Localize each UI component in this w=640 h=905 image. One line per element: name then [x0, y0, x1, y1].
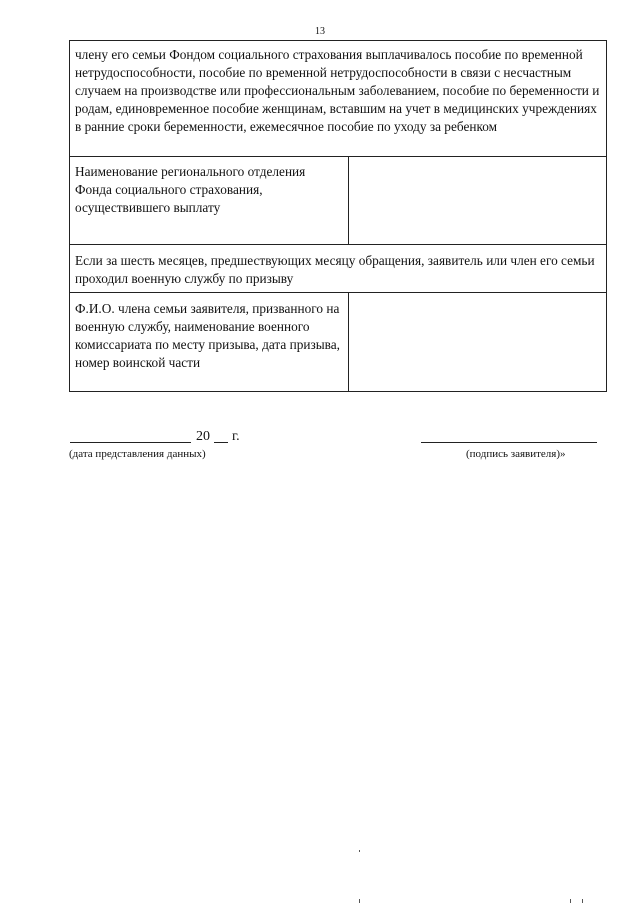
year-prefix: 20: [196, 429, 210, 444]
date-blank-line[interactable]: [70, 442, 191, 443]
year-suffix: г.: [232, 429, 240, 444]
fund-branch-label: Наименование регионального отделения Фонда социального страхования, осуществившего выплату: [70, 157, 349, 245]
date-caption: (дата представления данных): [69, 448, 206, 460]
application-form-table: [69, 40, 607, 392]
table-row: [70, 41, 607, 157]
scan-artifact: [359, 850, 360, 852]
scan-artifact: [582, 899, 583, 903]
table-row: [70, 157, 607, 245]
conscript-details-label: Ф.И.О. члена семьи заявителя, призванного на военную службу, наименование военного комиссариата по месту призыва, дата призыва, номер воинской части: [70, 293, 349, 392]
signature-caption: (подпись заявителя)»: [466, 448, 566, 460]
table-row: [70, 293, 607, 392]
military-service-condition-text: Если за шесть месяцев, предшествующих месяцу обращения, заявитель или член его семьи проходил военную службу по призыву: [70, 245, 607, 293]
scan-artifact: [570, 899, 571, 903]
scan-artifact: [359, 899, 360, 903]
year-blank-line[interactable]: [214, 442, 228, 443]
page-number: 13: [315, 26, 325, 37]
table-row: [70, 245, 607, 293]
fund-branch-value-cell[interactable]: [349, 157, 607, 245]
conscript-details-value-cell[interactable]: [349, 293, 607, 392]
benefits-paid-text: члену его семьи Фондом социального страхования выплачивалось пособие по временной нетрудоспособности, пособие по временной нетрудоспособности в связи с несчастным случаем на производстве или профессиональным заболеванием, пособие по беременности и родам, единовременное пособие женщинам, вставшим на учет в медицинских учреждениях в ранние сроки беременности, ежемесячное пособие по уходу за ребенком: [70, 41, 607, 157]
signature-blank-line[interactable]: [421, 442, 597, 443]
signature-block: [0, 428, 640, 468]
